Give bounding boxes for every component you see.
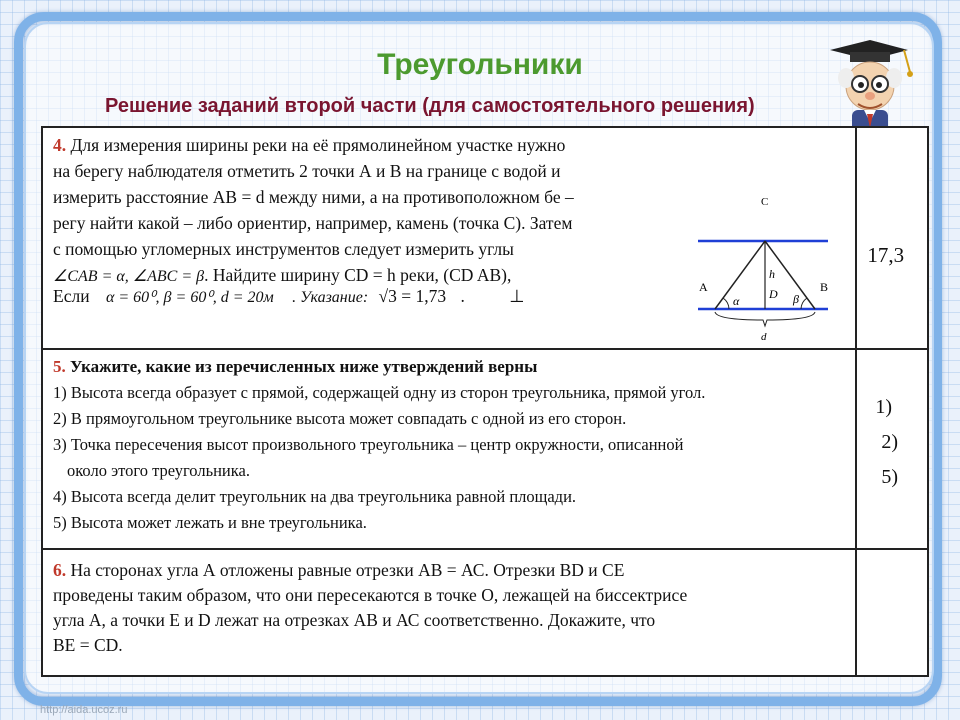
task4-line-4: регу найти какой – либо ориентир, например, камень (точка С). Затем bbox=[53, 213, 573, 233]
task5-item-3: 3) Точка пересечения высот произвольного треугольника – центр окружности, описанной bbox=[53, 435, 684, 454]
task5-answer-cell bbox=[856, 349, 928, 549]
task4-line-2: на берегу наблюдателя отметить 2 точки А и В на границе с водой и bbox=[53, 161, 561, 181]
task5-item-5: 5) Высота может лежать и вне треугольника. bbox=[53, 513, 367, 532]
task6-line-1: На сторонах угла А отложены равные отрезки АВ = АС. Отрезки BD и CE bbox=[70, 560, 625, 580]
figure-label-h: h bbox=[769, 267, 775, 281]
figure-label-beta: β bbox=[793, 292, 799, 306]
task4-formula-row bbox=[53, 265, 525, 307]
task4-perp-symbol: ⊥ bbox=[509, 286, 525, 306]
task4-hint-value: √3 = 1,73 bbox=[378, 286, 447, 306]
task5-question-cell bbox=[42, 349, 856, 549]
task4-line-1: Для измерения ширины реки на её прямолинейном участке нужно bbox=[70, 135, 566, 155]
task4-question-cell bbox=[42, 127, 856, 349]
task4-formula-tail: . Найдите ширину CD = h реки, (CD AB), bbox=[204, 265, 512, 285]
task5-text bbox=[43, 350, 855, 540]
figure-label-d-length: d bbox=[761, 331, 767, 343]
task4-hint-dot: . bbox=[460, 286, 465, 306]
task5-item-2: 2) В прямоугольном треугольнике высота может совпадать с одной из его сторон. bbox=[53, 409, 627, 428]
task6-text bbox=[43, 550, 855, 666]
task5-row bbox=[42, 349, 928, 549]
task4-text bbox=[53, 132, 703, 262]
task4-answer: 17,3 bbox=[867, 243, 905, 267]
task6-row bbox=[42, 549, 928, 676]
task4-row bbox=[42, 127, 928, 349]
task5-answer-1: 1) bbox=[875, 396, 893, 418]
task6-line-3: угла А, а точки Е и D лежат на отрезках АВ и АС соответственно. Докажите, что bbox=[53, 610, 656, 630]
task5-answer-3: 5) bbox=[881, 466, 899, 488]
watermark-url: http://aida.ucoz.ru bbox=[40, 704, 128, 716]
task4-if-label: Если bbox=[53, 286, 90, 306]
task4-values-formula: α = 60⁰, β = 60⁰, d = 20м bbox=[105, 289, 274, 306]
task6-question-cell bbox=[42, 549, 856, 676]
task5-heading: Укажите, какие из перечисленных ниже утверждений верны bbox=[70, 357, 538, 376]
figure-label-c: C bbox=[761, 196, 769, 208]
figure-label-b: B bbox=[820, 280, 829, 294]
task4-line-3: измерить расстояние АВ = d между ними, а на противоположном бе – bbox=[53, 187, 574, 207]
task4-line-5: с помощью угломерных инструментов следует измерить углы bbox=[53, 239, 514, 259]
figure-label-alpha: α bbox=[733, 294, 740, 308]
professor-mascot-icon bbox=[810, 38, 920, 138]
task4-answer-cell bbox=[856, 127, 928, 349]
task5-item-3-cont: около этого треугольника. bbox=[67, 461, 250, 480]
task6-line-2: проведены таким образом, что они пересекаются в точке О, лежащей на биссектрисе bbox=[53, 585, 688, 605]
figure-label-a: A bbox=[699, 280, 708, 294]
slide-subtitle: Решение заданий второй части (для самостоятельного решения) bbox=[105, 95, 755, 117]
task5-item-4: 4) Высота всегда делит треугольник на два треугольника равной площади. bbox=[53, 487, 577, 506]
task4-hint-label: . Указание: bbox=[292, 289, 369, 306]
task6-line-4: ВЕ = CD. bbox=[53, 635, 123, 655]
slide-title: Треугольники bbox=[377, 48, 583, 81]
river-triangle-figure bbox=[693, 188, 863, 358]
task5-number: 5. bbox=[53, 357, 66, 376]
task4-number: 4. bbox=[53, 135, 67, 155]
task4-angles-formula: ∠CAB = α, ∠ABC = β bbox=[53, 268, 205, 285]
tasks-table bbox=[41, 126, 929, 677]
task5-answer-2: 2) bbox=[881, 431, 899, 453]
task5-item-1: 1) Высота всегда образует с прямой, содержащей одну из сторон треугольника, прямой угол. bbox=[53, 383, 706, 402]
task6-answer-cell bbox=[856, 549, 928, 676]
figure-label-d-point: D bbox=[769, 287, 778, 301]
task5-answers bbox=[875, 390, 898, 495]
task6-number: 6. bbox=[53, 560, 67, 580]
